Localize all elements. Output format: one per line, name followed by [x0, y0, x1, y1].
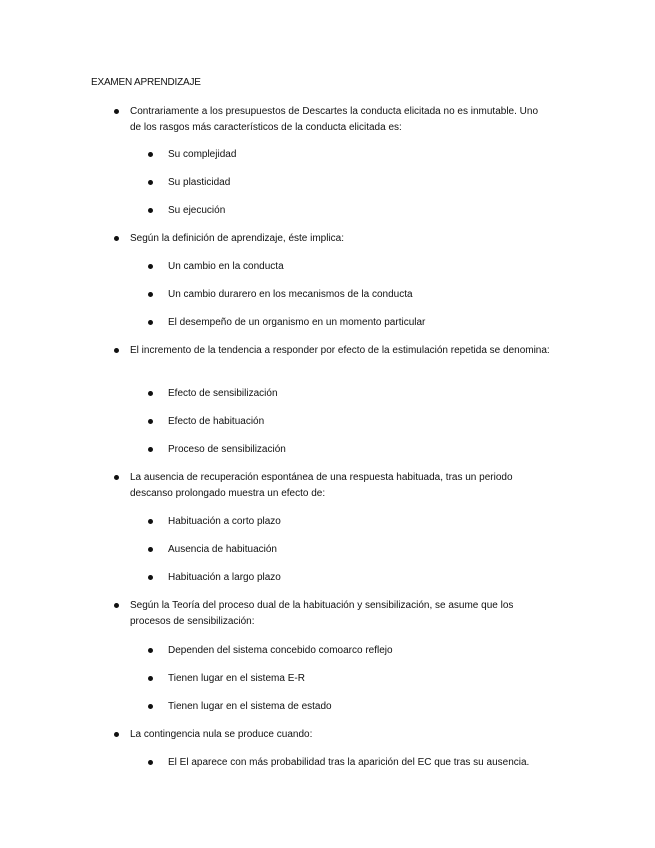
question-3-option-3: Proceso de sensibilización — [168, 444, 286, 455]
question-bullet — [114, 475, 119, 480]
option-bullet — [148, 760, 153, 765]
question-6-text: La contingencia nula se produce cuando: — [130, 729, 313, 740]
question-3-option-1: Efecto de sensibilización — [168, 388, 278, 399]
question-2-text: Según la definición de aprendizaje, éste implica: — [130, 233, 345, 244]
question-1-option-3: Su ejecución — [168, 205, 226, 216]
option-bullet — [148, 264, 153, 269]
question-bullet — [114, 348, 119, 353]
option-bullet — [148, 180, 153, 185]
question-5-option-2: Tienen lugar en el sistema E-R — [168, 673, 305, 684]
option-bullet — [148, 208, 153, 213]
question-bullet — [114, 603, 119, 608]
question-bullet — [114, 732, 119, 737]
question-5-text: Según la Teoría del proceso dual de la habituación y sensibilización, se asume que los procesos de sensibilización: — [130, 600, 514, 627]
question-4-option-3: Habituación a largo plazo — [168, 572, 281, 583]
question-5-option-3: Tienen lugar en el sistema de estado — [168, 701, 332, 712]
option-bullet — [148, 419, 153, 424]
option-bullet — [148, 547, 153, 552]
option-bullet — [148, 391, 153, 396]
document-title: EXAMEN APRENDIZAJE — [91, 77, 201, 88]
option-bullet — [148, 320, 153, 325]
question-bullet — [114, 109, 119, 114]
option-bullet — [148, 152, 153, 157]
question-2-option-1: Un cambio en la conducta — [168, 261, 284, 272]
option-bullet — [148, 575, 153, 580]
option-bullet — [148, 704, 153, 709]
question-1-option-2: Su plasticidad — [168, 177, 231, 188]
question-1-option-1: Su complejidad — [168, 149, 237, 160]
question-6-option-1: El El aparece con más probabilidad tras la aparición del EC que tras su ausencia. — [168, 757, 530, 768]
question-4-option-2: Ausencia de habituación — [168, 544, 277, 555]
question-bullet — [114, 236, 119, 241]
question-3-option-2: Efecto de habituación — [168, 416, 265, 427]
question-4-option-1: Habituación a corto plazo — [168, 516, 281, 527]
option-bullet — [148, 447, 153, 452]
option-bullet — [148, 292, 153, 297]
question-2-option-2: Un cambio durarero en los mecanismos de la conducta — [168, 289, 413, 300]
option-bullet — [148, 519, 153, 524]
question-1-text: Contrariamente a los presupuestos de Descartes la conducta elicitada no es inmutable. Uno de los rasgos más característicos de la conducta elicitada es: — [130, 106, 539, 133]
question-2-option-3: El desempeño de un organismo en un momento particular — [168, 317, 426, 328]
option-bullet — [148, 648, 153, 653]
question-5-option-1: Dependen del sistema concebido comoarco reflejo — [168, 645, 393, 656]
question-4-text: La ausencia de recuperación espontánea de una respuesta habituada, tras un periodo descanso prolongado muestra un efecto de: — [130, 472, 513, 499]
option-bullet — [148, 676, 153, 681]
question-3-text: El incremento de la tendencia a responder por efecto de la estimulación repetida se denomina: — [130, 345, 550, 356]
